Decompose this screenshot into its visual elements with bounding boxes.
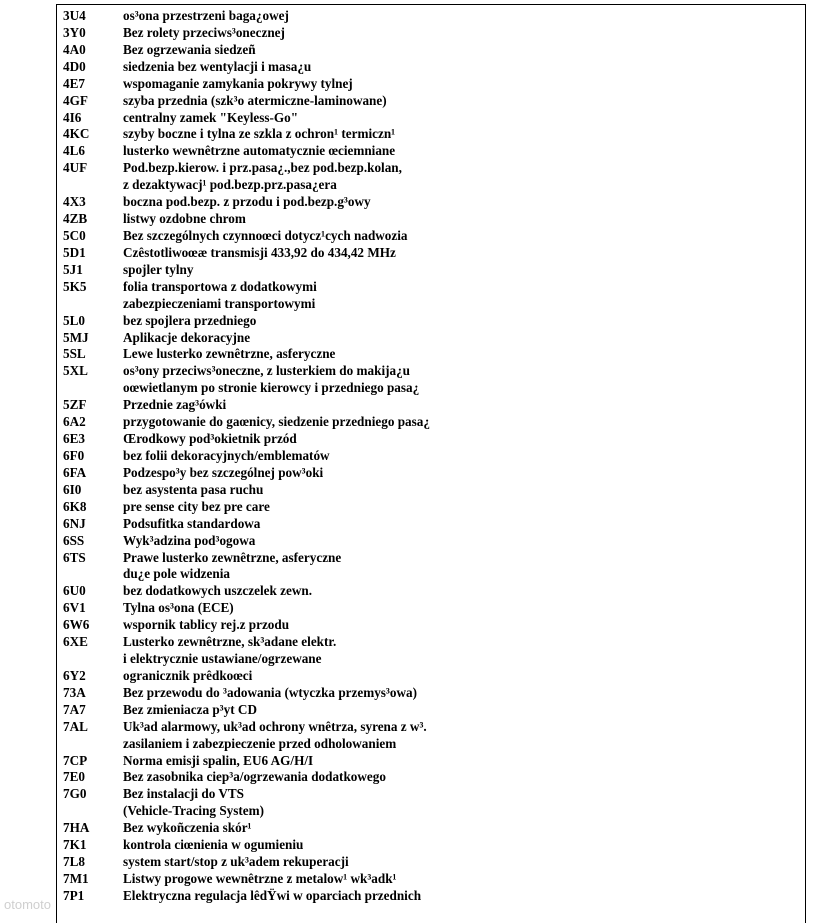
description-line: bez asystenta pasa ruchu (123, 481, 264, 497)
equipment-row (57, 533, 805, 550)
description-line: Podzespo³y bez szczególnej pow³oki (123, 464, 324, 480)
option-code: 6TS (63, 549, 86, 565)
option-code: 5MJ (63, 329, 89, 345)
option-code: 3U4 (63, 8, 86, 23)
option-description (123, 465, 805, 482)
option-code: 6NJ (63, 515, 86, 531)
equipment-row (57, 25, 805, 42)
equipment-row (57, 93, 805, 110)
equipment-row (57, 397, 805, 414)
description-line: siedzenia bez wentylacji i masa¿u (123, 58, 312, 74)
option-code: 5C0 (63, 227, 86, 243)
equipment-row (57, 702, 805, 719)
equipment-row (57, 262, 805, 279)
option-description (123, 211, 805, 228)
option-code: 7M1 (63, 871, 89, 887)
option-description (123, 228, 805, 245)
description-line: wspornik tablicy rej.z przodu (123, 617, 290, 633)
option-description (123, 482, 805, 499)
description-line: wspomaganie zamykania pokrywy tylnej (123, 75, 353, 91)
description-line: pre sense city bez pre care (123, 498, 270, 514)
equipment-row (57, 279, 805, 313)
equipment-row (57, 719, 805, 753)
option-description (123, 854, 805, 871)
option-code: 6XE (63, 634, 88, 650)
option-code: 6I0 (63, 481, 82, 497)
equipment-row (57, 211, 805, 228)
description-line: przygotowanie do gaœnicy, siedzenie przedniego pasa¿ (123, 414, 430, 430)
description-line: Lewe lusterko zewnêtrzne, asferyczne (123, 346, 336, 362)
option-description (123, 634, 805, 668)
description-line: Czêstotliwoœæ transmisji 433,92 do 434,42 MHz (123, 244, 396, 260)
option-description (123, 583, 805, 600)
equipment-row (57, 769, 805, 786)
equipment-row (57, 583, 805, 600)
equipment-row (57, 668, 805, 685)
equipment-row (57, 499, 805, 516)
description-line: Norma emisji spalin, EU6 AG/H/I (123, 752, 314, 768)
description-line: system start/stop z uk³adem rekuperacji (123, 854, 349, 870)
option-description (123, 516, 805, 533)
description-line: Aplikacje dekoracyjne (123, 329, 251, 345)
option-code: 7E0 (63, 769, 85, 785)
description-line: Tylna os³ona (ECE) (123, 600, 234, 616)
equipment-row (57, 59, 805, 76)
equipment-row (57, 854, 805, 871)
option-code: 7K1 (63, 837, 87, 853)
option-description (123, 160, 805, 194)
option-description (123, 42, 805, 59)
option-description (123, 888, 805, 905)
option-code: 7G0 (63, 786, 87, 802)
description-line: ogranicznik prêdkoœci (123, 667, 253, 683)
equipment-row (57, 888, 805, 905)
option-code: 5J1 (63, 261, 83, 277)
option-description (123, 769, 805, 786)
equipment-row (57, 600, 805, 617)
description-line: (Vehicle-Tracing System) (123, 803, 265, 819)
description-line: Bez szczególnych czynnoœci dotycz¹cych nadwozia (123, 227, 408, 243)
option-code: 6K8 (63, 498, 87, 514)
description-line: bez folii dekoracyjnych/emblematów (123, 447, 330, 463)
option-description (123, 143, 805, 160)
option-description (123, 279, 805, 313)
description-line: Listwy progowe wewnêtrzne z metalow¹ wk³adk¹ (123, 871, 397, 887)
description-line: szyby boczne i tylna ze szkla z ochron¹ termiczn¹ (123, 126, 396, 142)
option-description (123, 126, 805, 143)
option-code: 6E3 (63, 431, 85, 447)
description-line: folia transportowa z dodatkowymi (123, 278, 317, 294)
equipment-row (57, 685, 805, 702)
option-code: 6V1 (63, 600, 86, 616)
option-description (123, 702, 805, 719)
option-description (123, 194, 805, 211)
option-code: 4ZB (63, 211, 88, 227)
equipment-row (57, 871, 805, 888)
description-line: Prawe lusterko zewnêtrzne, asferyczne (123, 549, 342, 565)
description-line: Wyk³adzina pod³ogowa (123, 532, 256, 548)
option-description (123, 533, 805, 550)
option-code: 4I6 (63, 109, 82, 125)
option-code: 4KC (63, 126, 90, 142)
description-line: Uk³ad alarmowy, uk³ad ochrony wnêtrza, syrena z w³. (123, 718, 427, 734)
description-line: kontrola ciœnienia w ogumieniu (123, 837, 304, 853)
option-description (123, 499, 805, 516)
equipment-row (57, 363, 805, 397)
description-line: lusterko wewnêtrzne automatycznie œciemniane (123, 143, 396, 159)
description-line: zasilaniem i zabezpieczenie przed odholowaniem (123, 735, 397, 751)
option-description (123, 76, 805, 93)
option-description (123, 397, 805, 414)
equipment-row (57, 550, 805, 584)
description-line: centralny zamek "Keyless-Go" (123, 109, 299, 125)
equipment-row (57, 465, 805, 482)
option-code: 6SS (63, 532, 85, 548)
option-code: 5D1 (63, 244, 86, 260)
equipment-row (57, 143, 805, 160)
option-description (123, 313, 805, 330)
option-description (123, 431, 805, 448)
option-code: 6A2 (63, 414, 86, 430)
option-description (123, 414, 805, 431)
option-description (123, 93, 805, 110)
option-code: 7HA (63, 820, 90, 836)
option-description (123, 600, 805, 617)
option-description (123, 448, 805, 465)
equipment-row (57, 820, 805, 837)
equipment-row (57, 42, 805, 59)
description-line: Podsufitka standardowa (123, 515, 261, 531)
option-code: 7CP (63, 752, 88, 768)
option-code: 5ZF (63, 397, 87, 413)
option-code: 4X3 (63, 194, 86, 210)
description-line: os³ony przeciws³oneczne, z lusterkiem do makija¿u (123, 363, 411, 379)
option-code: 4GF (63, 92, 88, 108)
option-description (123, 262, 805, 279)
equipment-row (57, 482, 805, 499)
equipment-row (57, 786, 805, 820)
option-description (123, 820, 805, 837)
option-description (123, 110, 805, 127)
option-code: 7P1 (63, 887, 85, 903)
description-line: Œrodkowy pod³okietnik przód (123, 431, 297, 447)
equipment-row (57, 245, 805, 262)
equipment-row (57, 110, 805, 127)
option-code: 5XL (63, 363, 88, 379)
option-code: 4E7 (63, 75, 85, 91)
equipment-row (57, 414, 805, 431)
option-code: 6F0 (63, 447, 85, 463)
description-line: os³ona przestrzeni baga¿owej (123, 8, 289, 23)
option-code: 6Y2 (63, 667, 86, 683)
equipment-row (57, 330, 805, 347)
description-line: boczna pod.bezp. z przodu i pod.bezp.g³owy (123, 194, 371, 210)
description-line: bez spojlera przedniego (123, 312, 257, 328)
equipment-row (57, 228, 805, 245)
option-description (123, 719, 805, 753)
equipment-row (57, 346, 805, 363)
option-code: 6W6 (63, 617, 90, 633)
equipment-row (57, 753, 805, 770)
watermark: otomoto (4, 897, 51, 912)
option-code: 73A (63, 684, 86, 700)
equipment-row (57, 448, 805, 465)
option-code: 4A0 (63, 41, 86, 57)
option-description (123, 871, 805, 888)
option-description (123, 668, 805, 685)
description-line: du¿e pole widzenia (123, 566, 230, 582)
option-code: 4D0 (63, 58, 86, 74)
description-line: Bez wykoñczenia skór¹ (123, 820, 252, 836)
option-code: 5K5 (63, 278, 87, 294)
description-line: i elektrycznie ustawiane/ogrzewane (123, 651, 322, 667)
description-line: Bez instalacji do VTS (123, 786, 245, 802)
option-code: 6U0 (63, 583, 86, 599)
equipment-row (57, 837, 805, 854)
description-line: spojler tylny (123, 261, 194, 277)
option-code: 5SL (63, 346, 86, 362)
equipment-row (57, 431, 805, 448)
description-line: Bez zasobnika ciep³a/ogrzewania dodatkowego (123, 769, 386, 785)
description-line: Przednie zag³ówki (123, 397, 227, 413)
option-code: 4L6 (63, 143, 85, 159)
description-line: Bez rolety przeciws³onecznej (123, 24, 285, 40)
description-line: listwy ozdobne chrom (123, 211, 246, 227)
equipment-row (57, 160, 805, 194)
description-line: oœwietlanym po stronie kierowcy i przedniego pasa¿ (123, 380, 420, 396)
description-line: szyba przednia (szk³o atermiczne-laminowane) (123, 92, 387, 108)
option-description (123, 25, 805, 42)
equipment-list-table (56, 4, 806, 923)
option-code: 7AL (63, 718, 88, 734)
option-code: 6FA (63, 464, 87, 480)
option-description (123, 753, 805, 770)
description-line: Elektryczna regulacja lêdŸwi w oparciach przednich (123, 887, 422, 903)
equipment-row (57, 126, 805, 143)
option-description (123, 550, 805, 584)
option-code: 7L8 (63, 854, 85, 870)
option-description (123, 346, 805, 363)
description-line: Bez ogrzewania siedzeñ (123, 41, 256, 57)
option-description (123, 363, 805, 397)
option-description (123, 786, 805, 820)
equipment-row (57, 194, 805, 211)
equipment-row (57, 8, 805, 25)
option-description (123, 685, 805, 702)
description-line: zabezpieczeniami transportowymi (123, 295, 316, 311)
description-line: Bez zmieniacza p³yt CD (123, 701, 257, 717)
description-line: bez dodatkowych uszczelek zewn. (123, 583, 313, 599)
option-description (123, 837, 805, 854)
option-description (123, 8, 805, 25)
description-line: Lusterko zewnêtrzne, sk³adane elektr. (123, 634, 337, 650)
option-description (123, 617, 805, 634)
option-code: 5L0 (63, 312, 85, 328)
option-description (123, 59, 805, 76)
option-description (123, 330, 805, 347)
option-code: 7A7 (63, 701, 86, 717)
option-code: 4UF (63, 160, 88, 176)
description-line: z dezaktywacj¹ pod.bezp.prz.pasa¿era (123, 177, 337, 193)
equipment-rows (57, 8, 805, 905)
description-line: Pod.bezp.kierow. i prz.pasa¿.,bez pod.bezp.kolan, (123, 160, 402, 176)
equipment-row (57, 516, 805, 533)
equipment-row (57, 76, 805, 93)
option-code: 3Y0 (63, 24, 86, 40)
equipment-row (57, 313, 805, 330)
option-description (123, 245, 805, 262)
equipment-row (57, 634, 805, 668)
description-line: Bez przewodu do ³adowania (wtyczka przemys³owa) (123, 684, 417, 700)
equipment-row (57, 617, 805, 634)
